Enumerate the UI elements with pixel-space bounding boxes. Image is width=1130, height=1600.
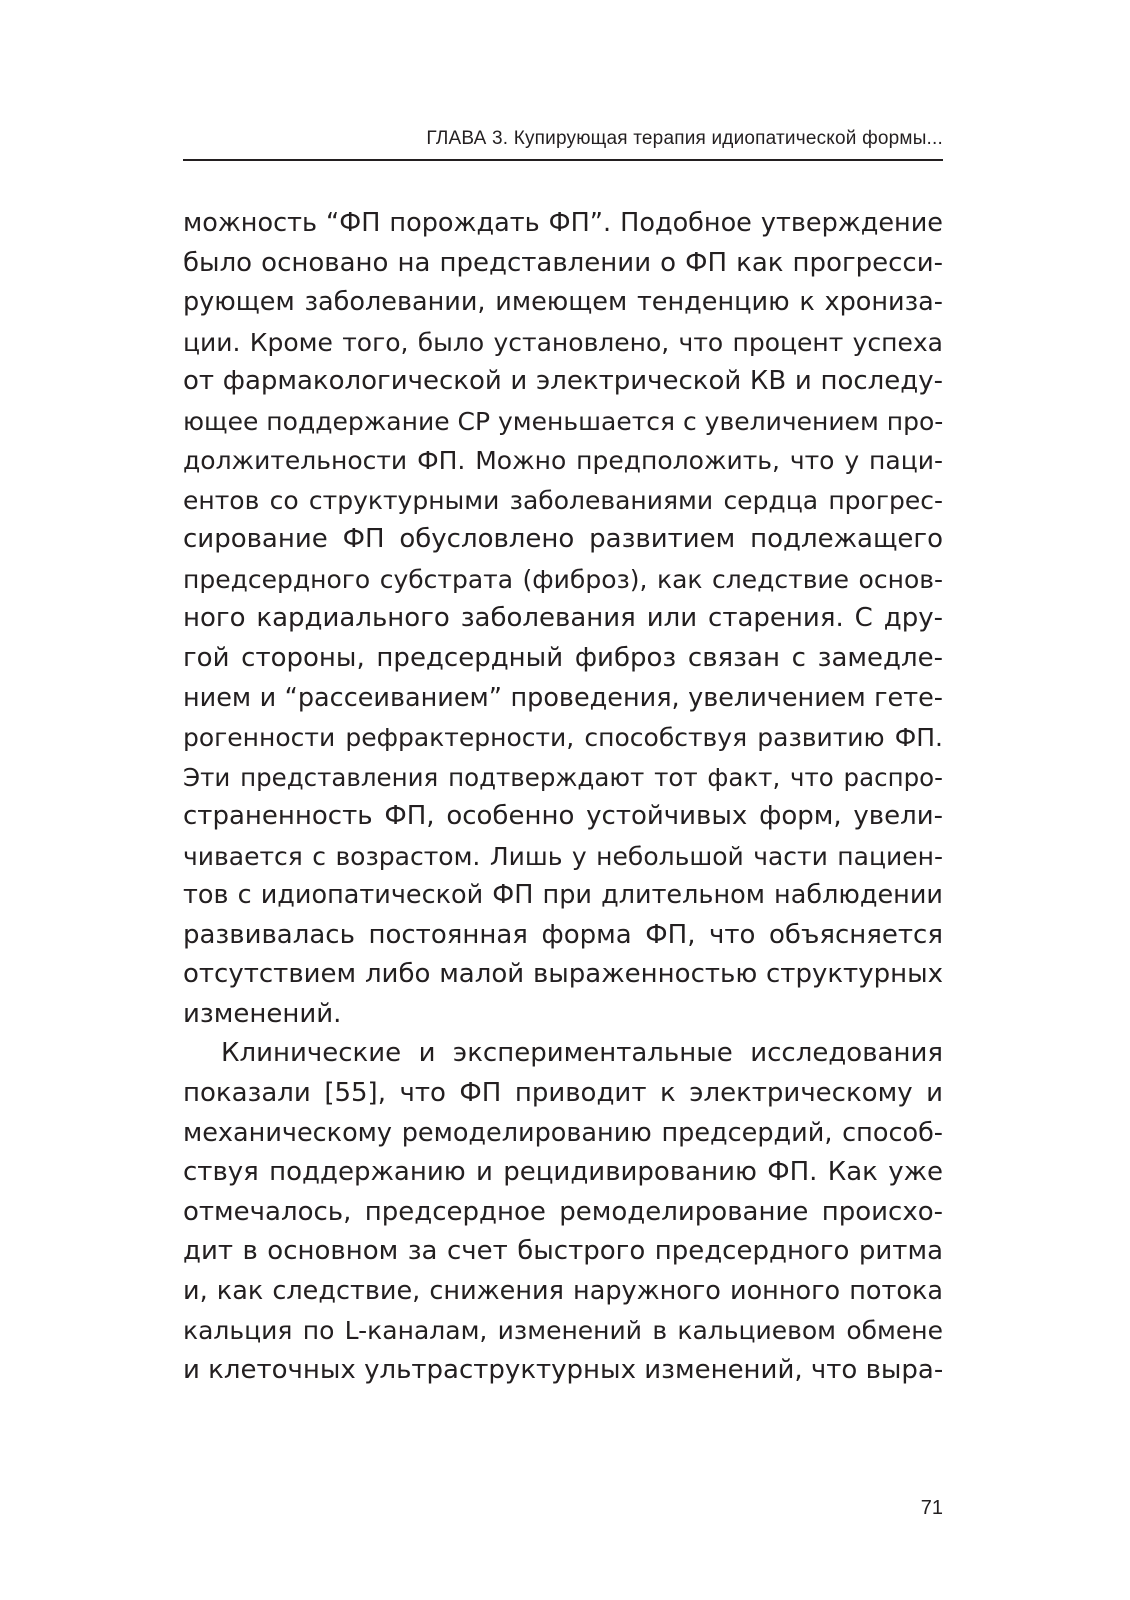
body-text: [183, 204, 943, 1390]
text-line: показали [55], что ФП приводит к электрическому и: [183, 1078, 943, 1109]
text-line: было основано на представлении о ФП как прогресси-: [183, 247, 943, 278]
header-rule: [183, 159, 943, 161]
text-line: дит в основном за счет быстрого предсердного ритма: [183, 1236, 943, 1267]
text-line: от фармакологической и электрической КВ и последу-: [183, 366, 943, 397]
paragraph-1: [183, 204, 943, 1034]
text-line: ентов со структурными заболеваниями сердца прогрес-: [183, 485, 943, 515]
text-line: тов с идиопатической ФП при длительном наблюдении: [183, 880, 943, 911]
text-line: можность “ФП порождать ФП”. Подобное утверждение: [183, 208, 943, 238]
text-line: ствуя поддержанию и рецидивированию ФП. Как уже: [183, 1157, 943, 1188]
text-line: Эти представления подтверждают тот факт, что распро-: [183, 762, 943, 792]
text-line: ющее поддержание СР уменьшается с увеличением про-: [183, 406, 943, 436]
text-line: чивается с возрастом. Лишь у небольшой части пациен-: [183, 841, 943, 871]
text-line: ции. Кроме того, было установлено, что процент успеха: [183, 327, 943, 357]
text-line: и, как следствие, снижения наружного ионного потока: [183, 1275, 943, 1306]
text-line: страненность ФП, особенно устойчивых форм, увели-: [183, 801, 943, 832]
text-line: нием и “рассеиванием” проведения, увеличением гете-: [183, 682, 943, 713]
text-line: изменений.: [183, 998, 342, 1029]
text-line: и клеточных ультраструктурных изменений, что выра-: [183, 1354, 943, 1385]
paragraph-2: [183, 1034, 943, 1390]
text-line: предсердного субстрата (фиброз), как следствие основ-: [183, 564, 943, 594]
page-number: 71: [920, 1497, 943, 1519]
text-line: рогенности рефрактерности, способствуя развитию ФП.: [183, 723, 943, 753]
text-line: гой стороны, предсердный фиброз связан с замедле-: [183, 643, 943, 674]
text-line: отмечалось, предсердное ремоделирование происхо-: [183, 1196, 943, 1227]
text-line: рующем заболевании, имеющем тенденцию к хрониза-: [183, 287, 943, 318]
text-line: развивалась постоянная форма ФП, что объясняется: [183, 919, 943, 950]
text-line: ного кардиального заболевания или старения. С дру-: [183, 603, 943, 634]
text-line: кальция по L-каналам, изменений в кальциевом обмене: [183, 1316, 943, 1346]
text-line: Клинические и экспериментальные исследования: [221, 1038, 943, 1069]
running-header: ГЛАВА 3. Купирующая терапия идиопатической формы...: [426, 128, 943, 149]
text-line: должительности ФП. Можно предположить, что у паци-: [183, 446, 943, 476]
text-line: сирование ФП обусловлено развитием подлежащего: [183, 524, 943, 555]
text-line: отсутствием либо малой выраженностью структурных: [183, 959, 943, 990]
text-line: механическому ремоделированию предсердий, способ-: [183, 1117, 943, 1148]
